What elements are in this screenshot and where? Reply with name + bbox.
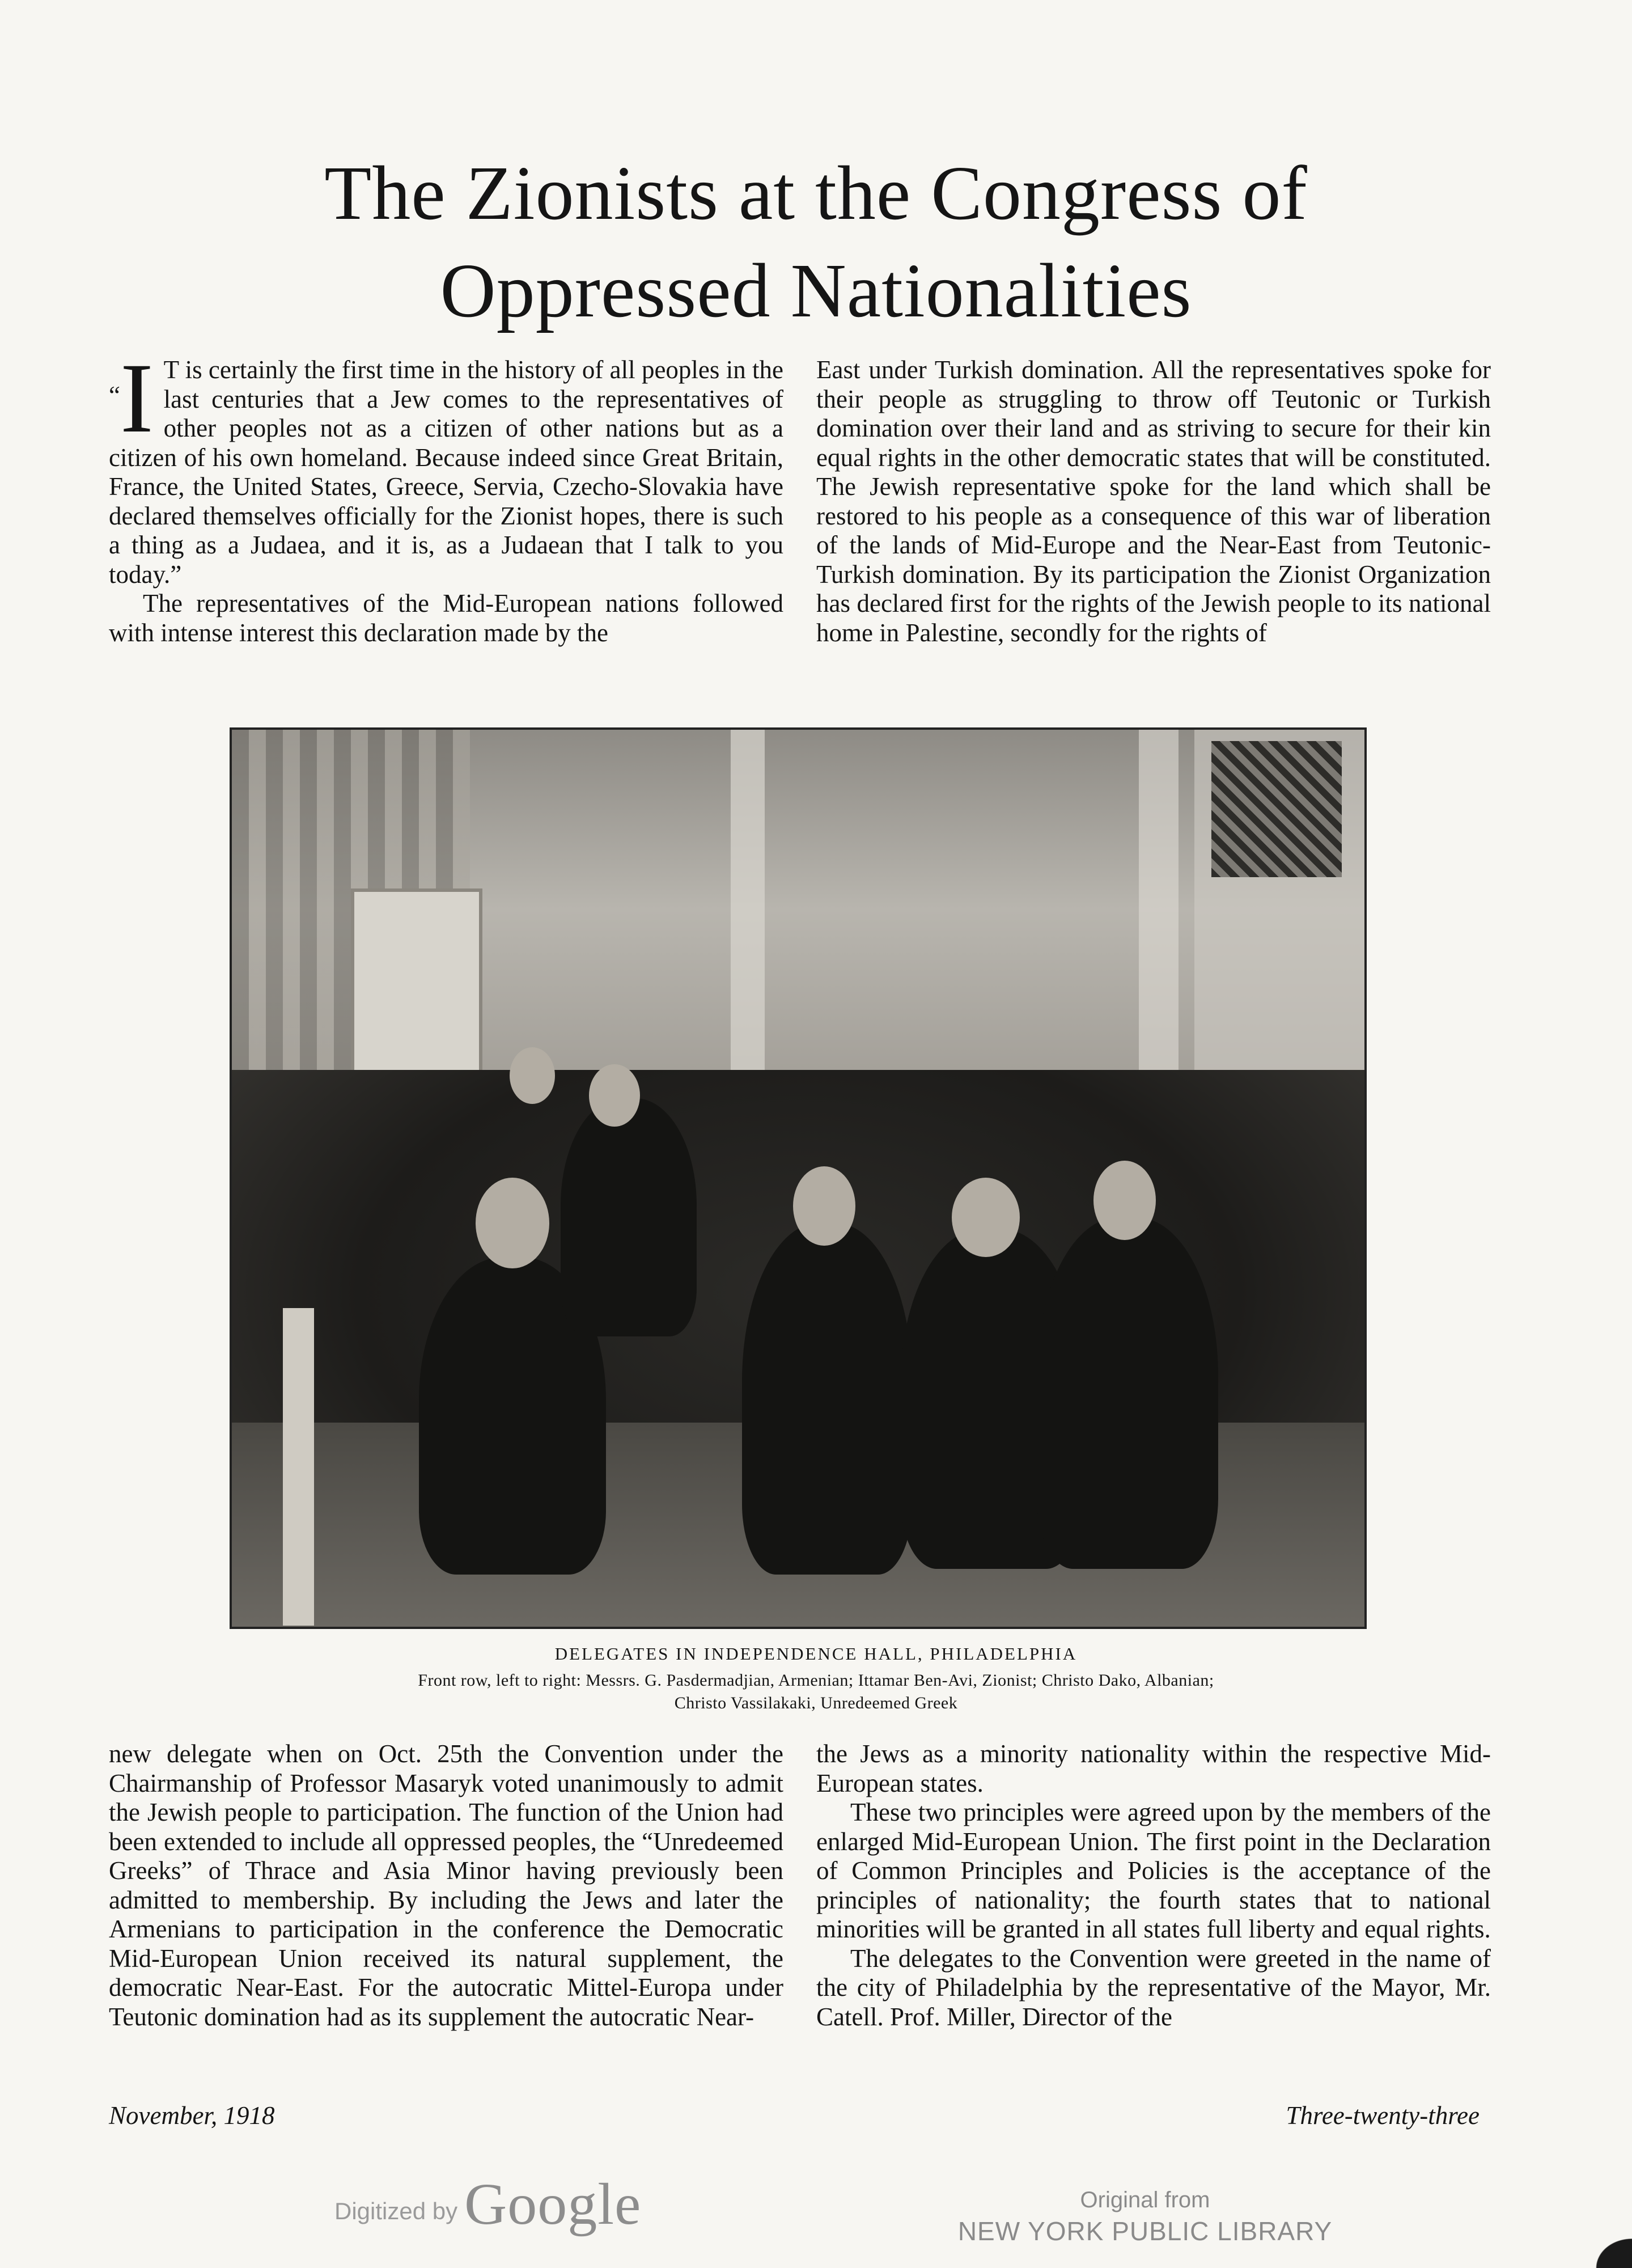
photo-face <box>952 1178 1020 1257</box>
page-corner-mark <box>1570 2217 1632 2268</box>
library-name: NEW YORK PUBLIC LIBRARY <box>957 2216 1333 2246</box>
caption-line-2: Christo Vassilakaki, Unredeemed Greek <box>674 1694 958 1712</box>
footer-date: November, 1918 <box>109 2101 275 2130</box>
delegates-photo <box>230 727 1367 1629</box>
photo-caption-title: DELEGATES IN INDEPENDENCE HALL, PHILADELPHIA <box>554 1644 1078 1664</box>
digitized-watermark <box>334 2172 642 2240</box>
footer-page-number: Three-twenty-three <box>1286 2101 1480 2130</box>
column-3 <box>109 1740 783 2032</box>
photo-figure <box>561 1098 697 1336</box>
photo-figure <box>742 1223 912 1575</box>
paragraph-text: T is certainly the first time in the history of all peoples in the last centuries that a Jew comes to the representatives of other peoples not as a citizen of other nations but as a citizen of his own homeland. Because indeed since Great Britain, France, the United States, Greece, Servia, Czecho-Slovakia have declared themselves officially for the Zionist hopes, there is such a thing as a Judaea, and it is, as a Judaean that I talk to you today.” <box>109 356 783 589</box>
paragraph: The delegates to the Convention were greeted in the name of the city of Philadelphia by the representative of the Mayor, Mr. Catell. Prof. Miller, Director of the <box>816 1944 1491 2031</box>
paragraph: These two principles were agreed upon by the members of the enlarged Mid-European Union. The first point in the Declaration of Common Principles and Policies is the acceptance of the principles of nationality; the fourth states that to national minorities will be granted in all states full liberty and equal rights. <box>816 1798 1491 1943</box>
paragraph: The representatives of the Mid-European nations followed with intense interest this declaration made by the <box>109 589 783 647</box>
library-watermark <box>918 2186 1372 2248</box>
title-line-2: Oppressed Nationalities <box>440 248 1192 333</box>
photo-face <box>1093 1161 1156 1240</box>
photo-window <box>1211 741 1342 877</box>
column-1 <box>109 343 783 648</box>
photo-face <box>510 1047 555 1104</box>
paragraph: East under Turkish domination. All the representatives spoke for their people as struggling to throw off Teutonic or Turkish domination over their land and as striving to secure for their kin equal rights in the other democratic states that will be constituted. The Jewish representative spoke for the land which shall be restored to his people as a consequence of this war of liberation of the lands of Mid-Europe and the Near-East from Teutonic-Turkish domination. By its participation the Zionist Organization has declared first for the rights of the Jewish people to its national home in Palestine, secondly for the rights of <box>816 356 1491 647</box>
paragraph <box>109 343 783 589</box>
column-2 <box>816 356 1491 648</box>
paragraph: new delegate when on Oct. 25th the Convention under the Chairmanship of Professor Masaryk voted unanimously to admit the Jewish people to participation. The function of the Union had been extended to include all oppressed peoples, the “Unredeemed Greeks” of Thrace and Asia Minor having previously been admitted to membership. By including the Jews and later the Armenians to participation in the conference the Democratic Mid-European Union received its natural supplement, the democratic Near-East. For the autocratic Mittel-Europa under Teutonic domination had as its supplement the autocratic Near- <box>109 1740 783 2031</box>
digitized-by-text: Digitized by <box>334 2198 458 2224</box>
drop-cap-quote: “ <box>109 381 120 409</box>
original-from-text: Original from <box>1080 2187 1210 2212</box>
title-line-1: The Zionists at the Congress of <box>324 151 1308 236</box>
google-logo: Google <box>464 2172 642 2237</box>
photo-face <box>589 1064 640 1127</box>
article-title <box>0 145 1632 340</box>
photo-face <box>793 1166 855 1246</box>
column-4 <box>816 1740 1491 2032</box>
drop-cap <box>109 343 154 454</box>
photo-face <box>476 1178 549 1268</box>
photo-post <box>283 1308 314 1626</box>
drop-cap-letter: I <box>120 343 154 454</box>
photo-figure <box>1037 1217 1218 1569</box>
paragraph: the Jews as a minority nationality within the respective Mid-European states. <box>816 1740 1491 1797</box>
caption-line-1: Front row, left to right: Messrs. G. Pasdermadjian, Armenian; Ittamar Ben-Avi, Zionist; Christo Dako, Albanian; <box>418 1671 1214 1690</box>
photo-caption <box>227 1669 1405 1715</box>
